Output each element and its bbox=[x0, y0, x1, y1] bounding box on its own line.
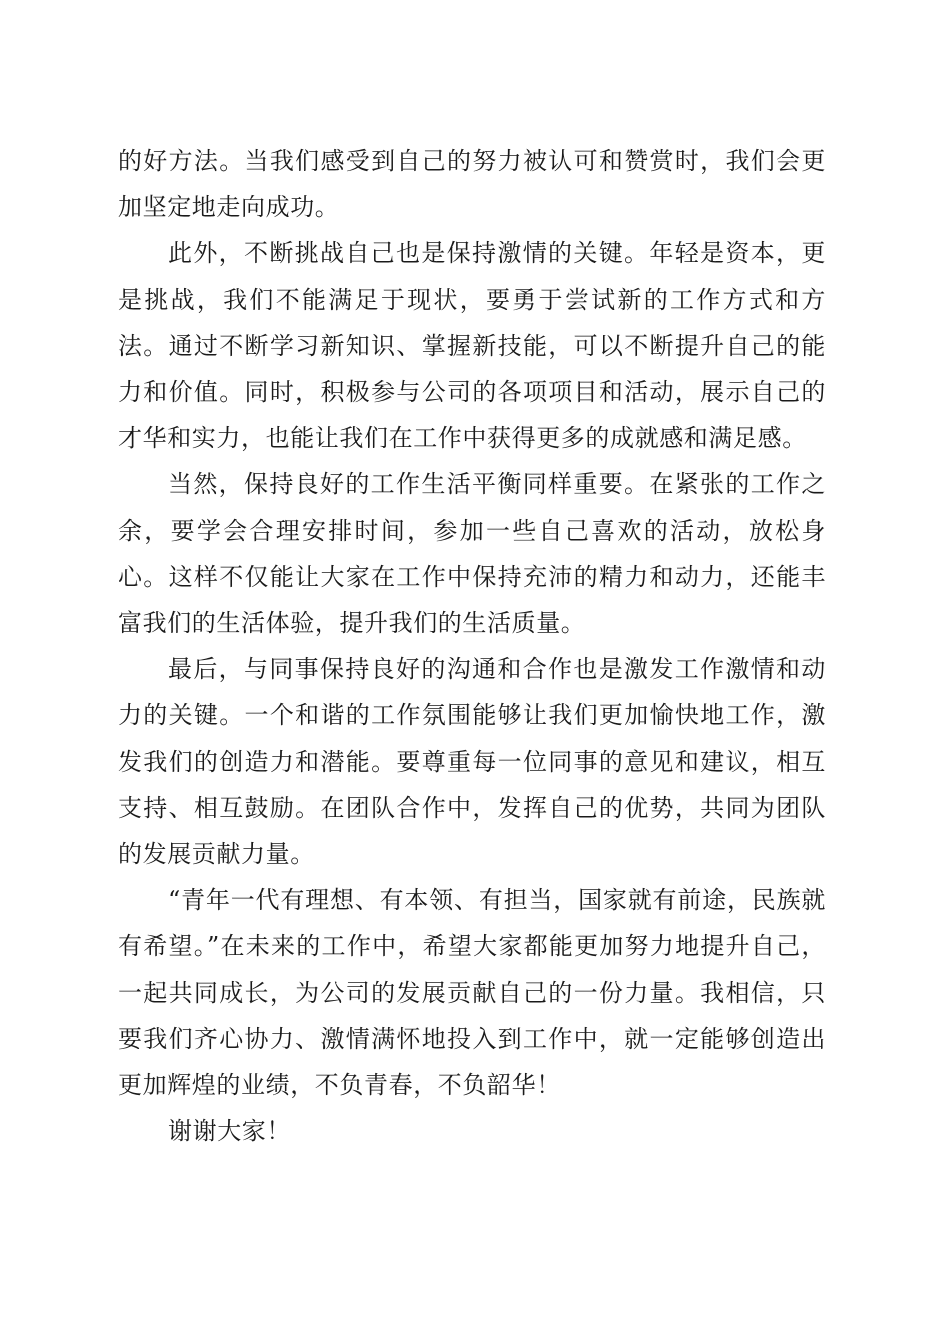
paragraph-thanks: 谢谢大家！ bbox=[168, 1117, 291, 1146]
paragraph-continuation: 的好方法。当我们感受到自己的努力被认可和赞赏时，我们会更加坚定地走向成功。 bbox=[118, 147, 826, 222]
paragraph-work-life-balance: 当然，保持良好的工作生活平衡同样重要。在紧张的工作之余，要学会合理安排时间，参加一些自己喜欢的活动，放松身心。这样不仅能让大家在工作中保持充沛的精力和动力，还能丰富我们的生活体验，提升我们的生活质量。 bbox=[118, 470, 826, 638]
document-page bbox=[118, 138, 826, 1154]
paragraph-teamwork: 最后，与同事保持良好的沟通和合作也是激发工作激情和动力的关键。一个和谐的工作氛围能够让我们更加愉快地工作，激发我们的创造力和潜能。要尊重每一位同事的意见和建议，相互支持、相互鼓励。在团队合作中，发挥自己的优势，共同为团队的发展贡献力量。 bbox=[118, 655, 826, 869]
paragraph-conclusion: “青年一代有理想、有本领、有担当，国家就有前途，民族就有希望。”在未来的工作中，希望大家都能更加努力地提升自己，一起共同成长，为公司的发展贡献自己的一份力量。我相信，只要我们齐心协力、激情满怀地投入到工作中，就一定能够创造出更加辉煌的业绩，不负青春，不负韶华！ bbox=[118, 886, 826, 1100]
paragraph-challenge-self: 此外，不断挑战自己也是保持激情的关键。年轻是资本，更是挑战，我们不能满足于现状，要勇于尝试新的工作方式和方法。通过不断学习新知识、掌握新技能，可以不断提升自己的能力和价值。同时，积极参与公司的各项项目和活动，展示自己的才华和实力，也能让我们在工作中获得更多的成就感和满足感。 bbox=[118, 239, 826, 453]
